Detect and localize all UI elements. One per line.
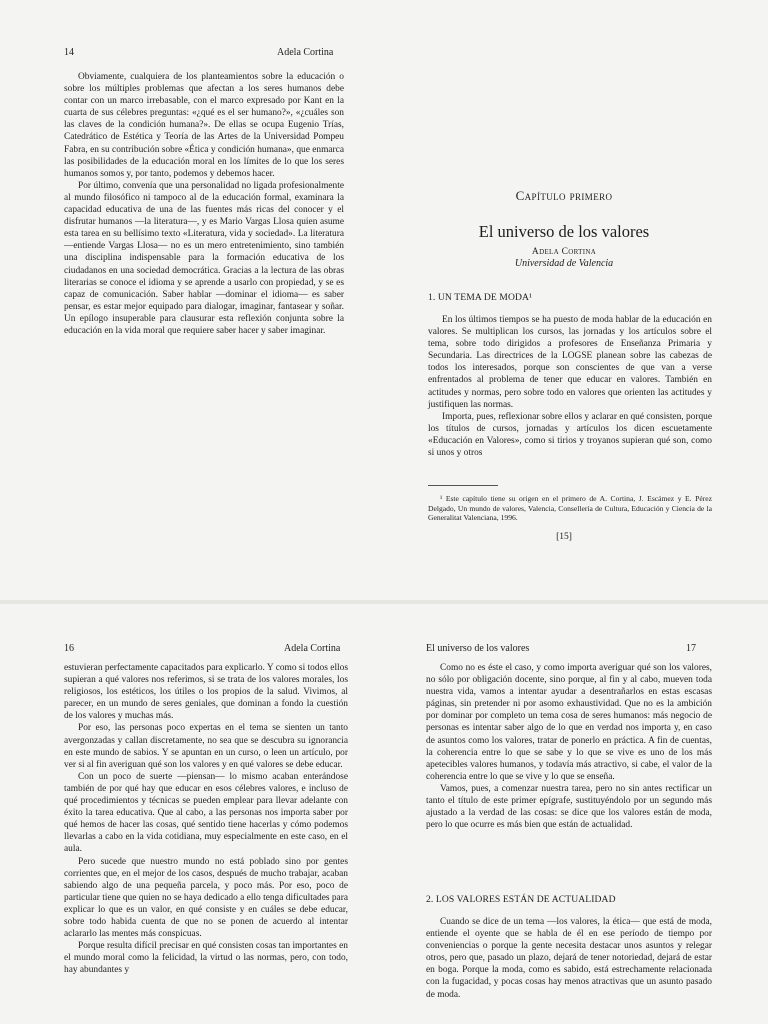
paragraph: En los últimos tiempos se ha puesto de moda hablar de la educación en valores. Se multiplican los cursos, las jornadas y los artículos sobre el tema, sobre todo dirigidos a profesores de Enseñanza Primaria y Secundaria. Las directrices de la LOGSE planean sobre las cabezas de todos los interesados, porque son conscientes de que van a verse enfrentados al problema de tener que educar en valores. También en actitudes y normas, pero sobre todo en valores que orienten las actitudes y justifiquen las normas. [428, 315, 712, 410]
paragraph: Con un poco de suerte —piensan— lo mismo acaban enterándose también de por qué hay que educar en esos célebres valores, e incluso de qué procedimientos y técnicas se pueden emplear para llevar adelante con éxito la tarea educativa. Que al cabo, a las personas nos importa saber por qué hemos de hacer las cosas, qué sentido tiene hacerlas y cómo podemos llevarlas a cabo en la vida cotidiana, muy especialmente en este caso, en el aula. [64, 771, 348, 855]
paragraph: Importa, pues, reflexionar sobre ellos y aclarar en qué consisten, porque los títulos de cursos, jornadas y artículos los dicen escuetamente «Educación en Valores», como si tirios y troyanos supieran qué son, como si unos y otros [428, 411, 712, 459]
section-heading: 1. UN TEMA DE MODA¹ [428, 292, 533, 303]
paragraph: Cuando se dice de un tema —los valores, la ética— que está de moda, entiende el oyente que se habla de él en ese período de tiempo por conveniencias o porque la gente necesita destacar unos asuntos y relegar otros, pero que, pasado un plazo, dejará de tener notoriedad, dejará de estar en boga. Porque la moda, como es sabido, está estrechamente relacionada con la fugacidad, y pocas cosas hay menos atractivas que un asunto pasado de moda. [426, 917, 712, 1000]
footnote-rule [428, 485, 498, 486]
page-14 [0, 0, 384, 600]
paragraph: Como no es éste el caso, y como importa averiguar qué son los valores, no sólo por obligación docente, sino porque, al fin y al cabo, mueven toda nuestra vida, vamos a intentar ayudar a desentrañarlos en estas escasas páginas, sin pretender ni por asomo exhaustividad. Que no es la ambición por dominar por completo un tema cosa de seres humanos: más negocio de personas es intentar saber algo de lo que en verdad nos importa y, en caso de asuntos como los valores, tratar de ponerlo en práctica. A fin de cuentas, la coherencia entre lo que se sabe y lo que se vive es uno de los más apetecibles valores humanos, y todavía más atractivo, si cabe, el valor de la coherencia entre lo que se vive y lo que se enseña. [426, 663, 712, 782]
paragraph: Por eso, las personas poco expertas en el tema se sienten un tanto avergonzadas y callan discretamente, no sea que se descubra su ignorancia en este mundo de sabios. Y se apuntan en un curso, o leen un artículo, por ver si al fin averiguan qué son los valores y en qué valores se debe educar. [64, 723, 348, 770]
paragraph: Pero sucede que nuestro mundo no está poblado sino por gentes corrientes que, en el mejor de los casos, después de mucho trabajar, acaban sabiendo algo de una pequeña parcela, y poco más. Por eso, poco de particular tiene que quien no se haya dedicado a ello tenga dificultades para explicar lo que es un valor, en qué consiste y en cuáles se debe educar, sobre todo habida cuenta de que no se ponen de acuerdo al intentar aclararlo las mentes más conspicuas. [64, 856, 348, 940]
page-number: [15] [556, 532, 572, 542]
section-heading: 2. LOS VALORES ESTÁN DE ACTUALIDAD [426, 894, 616, 905]
chapter-affiliation [414, 258, 714, 269]
body-text [426, 662, 712, 831]
body-text [64, 71, 344, 337]
page-15 [384, 0, 768, 600]
paragraph: Porque resulta difícil precisar en qué consisten cosas tan importantes en el mundo moral como la felicidad, la virtud o las normas, pero, con todo, hay abundantes y [64, 941, 348, 976]
paragraph: estuvieran perfectamente capacitados para explicarlo. Y como si todos ellos supieran a qué valores nos referimos, si se trata de los valores morales, los religiosos, los estéticos, los útiles o los propios de la salud. Vivimos, al parecer, en un mundo de seres geniales, que dominan a fondo la cuestión de los valores y muchas más. [64, 663, 348, 722]
chapter-label: Capítulo primero [515, 188, 613, 203]
body-text-2 [426, 916, 712, 1001]
paragraph: Por último, convenía que una personalidad no ligada profesionalmente al mundo filosófico ni tampoco al de la educación formal, examinara la capacidad educativa de una de las fuentes más ricas del conocer y el disfrutar humanos —la literatura—, y es Mario Vargas Llosa quien asume esta tarea en su bellísimo texto «Literatura, vida y sociedad». La literatura —entiende Vargas Llosa— no es un mero entretenimiento, sino también una disciplina indispensable para la formación educativa de los ciudadanos en una sociedad democrática. Gracias a la lectura de las obras literarias se conoce el idioma y se aprende a usarlo con propiedad, y se es capaz de comunicación. Saber hablar —dominar el idioma— es saber pensar, es estar mejor equipado para dialogar, imaginar, fantasear y soñar. Un epílogo insuperable para clausurar esta reflexión conjunta sobre la educación en la vida moral que requiere saber hacer y saber imaginar. [64, 180, 344, 336]
page-number: 16 [64, 643, 74, 654]
affiliation-text: Universidad de Valencia [514, 258, 614, 269]
page-16 [0, 604, 384, 1024]
paragraph: Obviamente, cualquiera de los planteamientos sobre la educación o sobre los múltiples problemas que afectan a los seres humanos debe contar con un marco irrebasable, con el marco expresado por Kant en la cuarta de sus célebres preguntas: «¿qué es el ser humano?», «¿cuáles son las claves de la condición humana?». De ellas se ocupa Eugenio Trías, Catedrático de Estética y Teoría de las Artes de la Universidad Pompeu Fabra, en su contribución sobre «Ética y condición humana», que enmarca las posibilidades de la educación moral en los límites de lo que los seres humanos somos y, por tanto, podemos y debemos hacer. [64, 72, 344, 179]
chapter-title: El universo de los valores [478, 222, 650, 241]
running-head: Adela Cortina [284, 643, 341, 654]
page-number: 17 [686, 643, 696, 654]
page-number: 14 [64, 47, 74, 58]
page-17 [384, 604, 768, 1024]
body-text [428, 314, 712, 459]
chapter-author: Adela Cortina [531, 247, 597, 257]
running-head: Adela Cortina [277, 47, 334, 58]
body-text [64, 662, 348, 976]
running-head: El universo de los valores [426, 643, 530, 654]
paragraph: Vamos, pues, a comenzar nuestra tarea, pero no sin antes rectificar un tanto el título de este primer epígrafe, sustituyéndolo por un segundo más ajustado a la verdad de las cosas: se dice que los valores están de moda, pero lo que ocurre es más bien que están de actualidad. [426, 783, 712, 831]
footnote: ¹ Este capítulo tiene su origen en el primero de A. Cortina, J. Escámez y E. Pérez Delgado, Un mundo de valores, Valencia, Consellería de Cultura, Educación y Ciencia de la Generalitat Valenciana, 1996. [428, 494, 712, 523]
